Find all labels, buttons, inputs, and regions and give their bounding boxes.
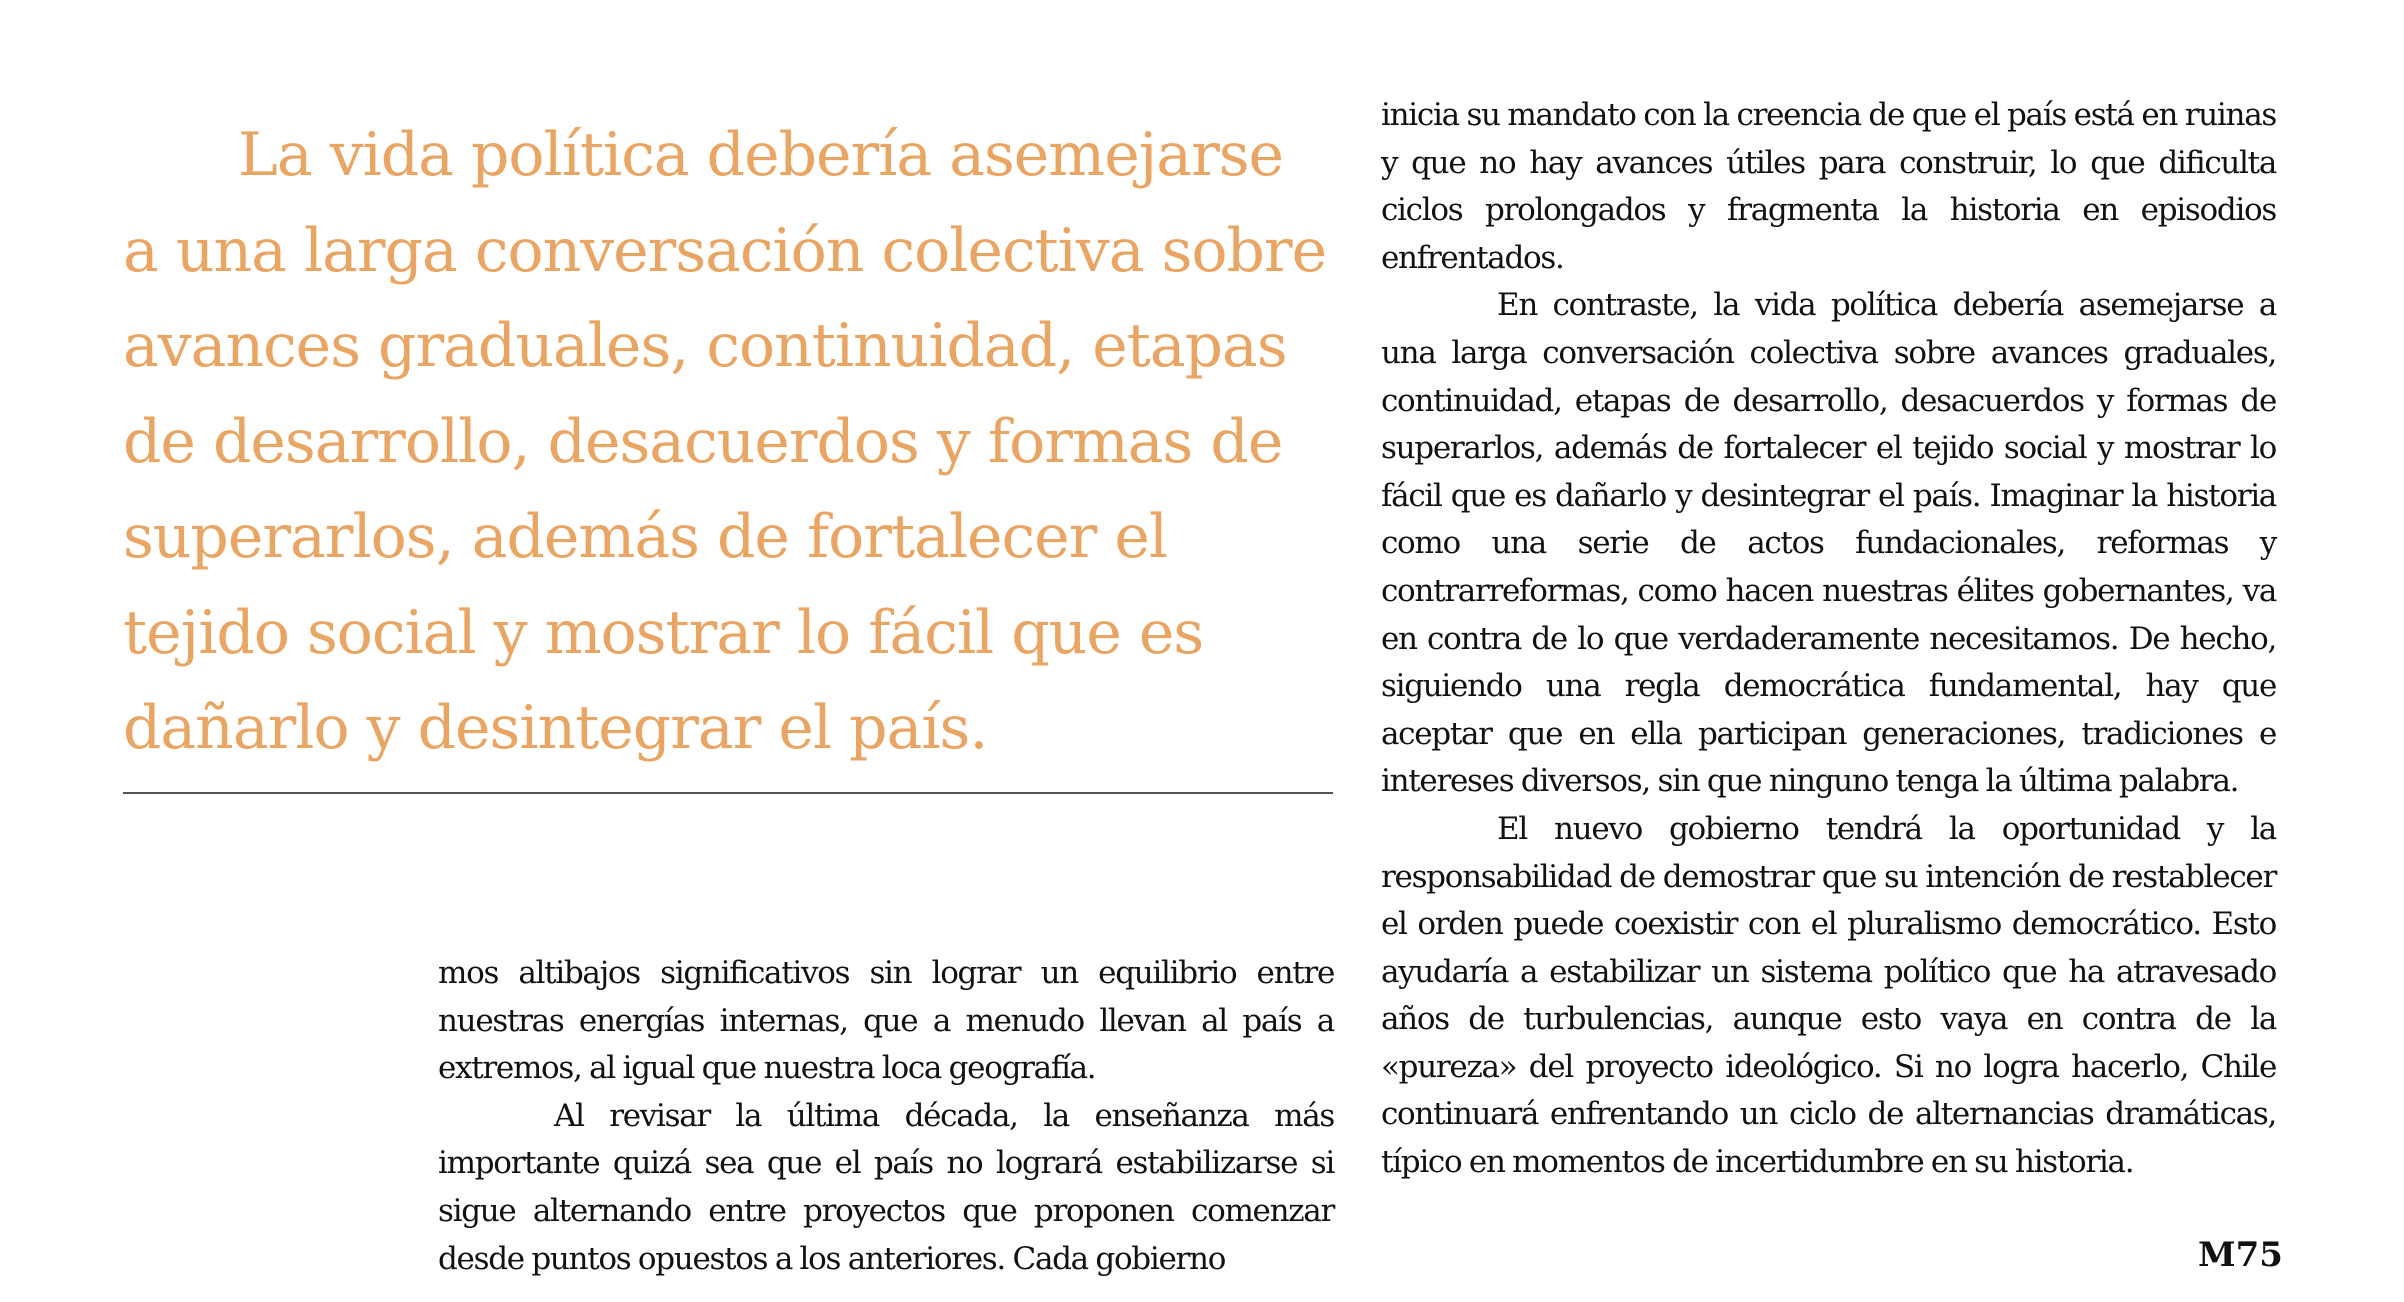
right-text-column bbox=[1381, 92, 2276, 1187]
left-paragraph-2: Al revisar la última década, la enseñanza más importante quizá sea que el país no logrará estabilizarse si sigue alternando entre proyectos que proponen comenzar desde puntos opuestos a los anteriores. Cada gobierno bbox=[438, 1097, 1334, 1277]
pull-quote: La vida política debería asemejarse a una larga conversación colectiva sobre avances graduales, continuidad, etapas de desarrollo, desacuerdos y formas de superarlos, además de fortalecer el tejido social y mostrar lo fácil que es dañarlo y desintegrar el país. bbox=[123, 120, 1327, 763]
pull-quote-divider bbox=[123, 792, 1333, 794]
right-paragraph-1: inicia su mandato con la creencia de que el país está en ruinas y que no hay avances útiles para construir, lo que dificulta ciclos prolongados y fragmenta la historia en episodios enfrentados. bbox=[1381, 97, 2276, 276]
right-paragraph-3: El nuevo gobierno tendrá la oportunidad y la responsabilidad de demostrar que su intención de restablecer el orden puede coexistir con el pluralismo democrático. Esto ayudaría a estabilizar un sistema político que ha atravesado años de turbulencias, aunque esto vaya en contra de la «pureza» del proyecto ideológico. Si no logra hacerlo, Chile continuará enfrentando un ciclo de alternancias dramáticas, típico en momentos de incertidumbre en su historia. bbox=[1381, 810, 2276, 1181]
left-text-column bbox=[438, 950, 1334, 1283]
left-paragraph-1: mos altibajos significativos sin lograr un equilibrio entre nuestras energías internas, que a menudo llevan al país a extremos, al igual que nuestra loca geografía. bbox=[438, 955, 1334, 1087]
page-number: M75 bbox=[2198, 1235, 2283, 1275]
right-paragraph-2: En contraste, la vida política debería asemejarse a una larga conversación colectiva sobre avances graduales, continuidad, etapas de desarrollo, desacuerdos y formas de superarlos, además de fortalecer el tejido social y mostrar lo fácil que es dañarlo y desintegrar el país. Imaginar la historia como una serie de actos fundacionales, reformas y contrarreformas, como hacen nuestras élites gobernantes, va en contra de lo que verdaderamente necesitamos. De hecho, siguiendo una regla democrática fundamental, hay que aceptar que en ella participan generaciones, tradiciones e intereses diversos, sin que ninguno tenga la última palabra. bbox=[1381, 287, 2276, 800]
